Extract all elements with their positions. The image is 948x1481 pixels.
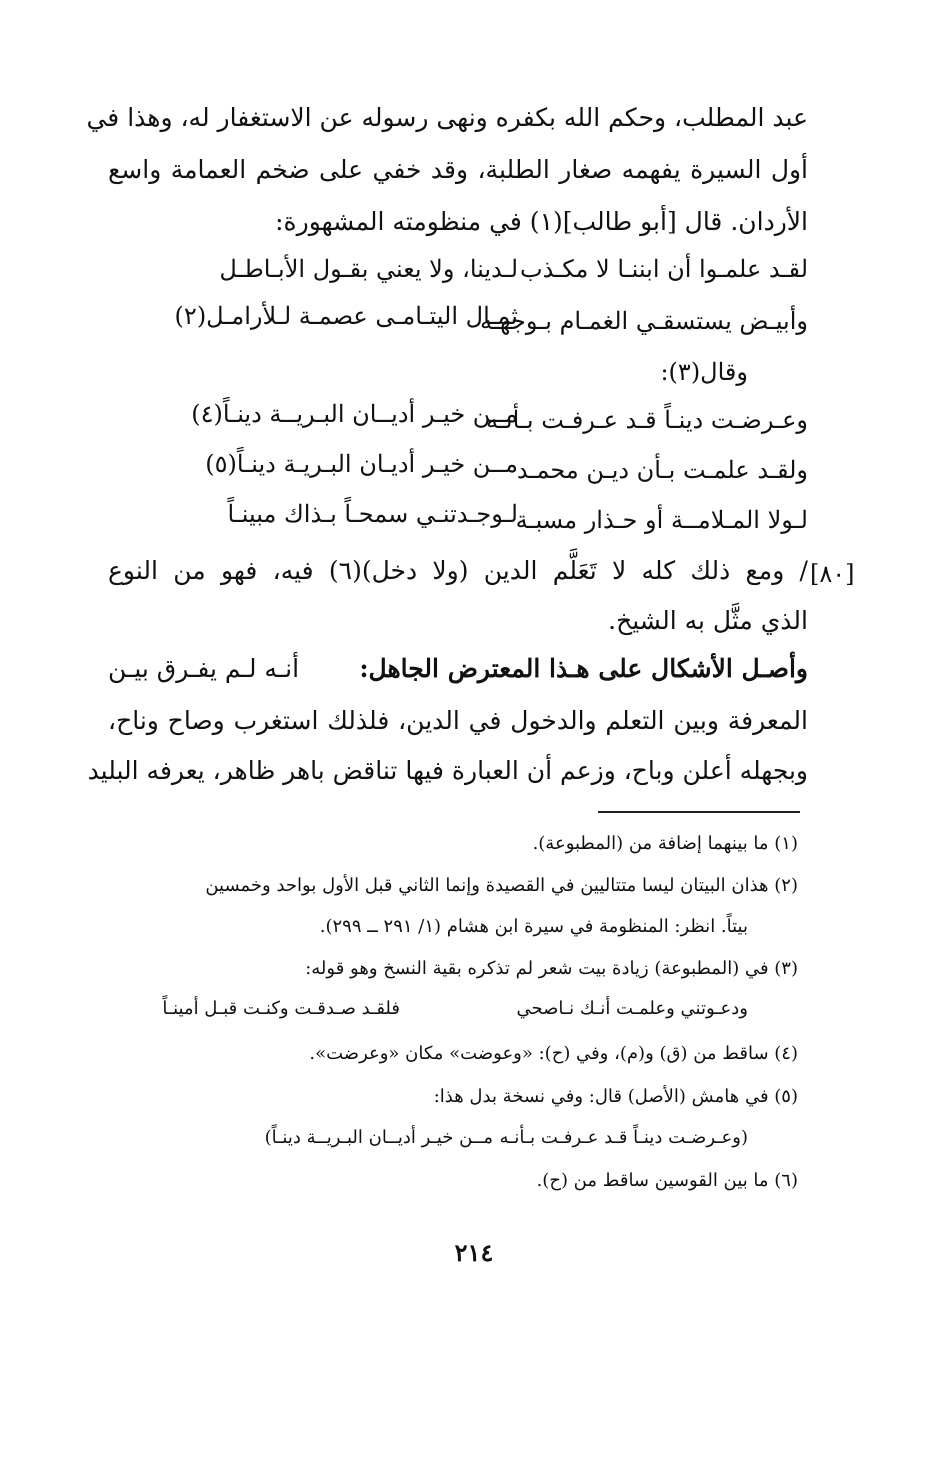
bold-phrase: وأصـل الأشكال على هـذا المعترض الجاهل: [359,654,808,683]
verse-hemistich-first: لقـد علمـوا أن ابننـا لا مكـذب [520,255,808,283]
verse-intro: وقال(٣): [660,358,748,386]
footnote-verse-first: (وعـرضـت دينـاً قـد عـرفـت بـأنـه [499,1127,748,1148]
verse-hemistich-second: لـوجـدتنـي سمحـاً بـذاك مبينـاً [227,500,518,528]
footnote-verse-first: ودعـوتني وعلمـت أنـك نـاصحي [516,998,748,1019]
footnote: (٣) في (المطبوعة) زيادة بيت شعر لم تذكره بقية النسخ وهو قوله: [305,958,798,979]
body-line: الأردان. قال [أبو طالب](١) في منظومته المشهورة: [275,207,808,236]
body-text: أنـه لـم يفـرق بيـن [108,654,300,683]
footnote-verse-second: فلقـد صـدقـت وكنـت قبـل أمينـاً [162,998,400,1019]
footnote: (٢) هذان البيتان ليسا متتاليين في القصيدة وإنما الثاني قبل الأول بواحد وخمسين [205,875,798,896]
verse-hemistich-first: ولقـد علمـت بـأن ديـن محمـد [516,456,808,484]
verse-hemistich-first: وأبيـض يستسقـي الغمـام بـوجهـه [480,307,808,335]
verse-hemistich-second: لـدينا، ولا يعني بقـول الأبـاطـل [219,255,518,283]
verse-hemistich-second: مــن خيـر أديـان البـريـة دينـاً(٥) [205,450,518,478]
footnote: (٦) ما بين القوسين ساقط من (ح). [536,1170,798,1191]
verse-hemistich-second: مــن خيـر أديــان البـريــة دينـاً(٤) [191,400,518,428]
footnote: (١) ما بينهما إضافة من (المطبوعة). [532,833,798,854]
body-line: / ومع ذلك كله لا تَعَلَّم الدين (ولا دخل)(٦) فيه، فهو من النوع [108,556,808,585]
verse-hemistich-second: ثمـال اليتـامـى عصمـة لـلأرامـل(٢) [174,302,518,330]
body-line [108,654,808,683]
footnote: (٤) ساقط من (ق) و(م)، وفي (ح): «وعوضت» مكان «وعرضت». [309,1043,798,1064]
footnote-separator [598,811,800,813]
body-line: الذي مثَّل به الشيخ. [608,606,808,635]
footnote: (٥) في هامش (الأصل) قال: وفي نسخة بدل هذا: [433,1086,798,1107]
page-number: ٢١٤ [454,1238,494,1267]
body-line: المعرفة وبين التعلم والدخول في الدين، فلذلك استغرب وصاح وناح، [108,706,808,735]
verse-hemistich-first: وعـرضـت دينـاً قـد عـرفـت بـأنـه [486,406,808,434]
body-line: عبد المطلب، وحكم الله بكفره ونهى رسوله عن الاستغفار له، وهذا في [86,103,808,132]
footnote-verse-second: مــن خيـر أديــان البـريــة دينـاً) [264,1127,493,1148]
verse-hemistich-first: لـولا المـلامــة أو حـذار مسبـة [515,506,808,534]
body-line: أول السيرة يفهمه صغار الطلبة، وقد خفي على ضخم العمامة واسع [108,155,808,184]
margin-page-marker: [٨٠] [810,560,855,588]
body-line: وبجهله أعلن وباح، وزعم أن العبارة فيها تناقض باهر ظاهر، يعرفه البليد [87,756,808,785]
footnote-continued: بيتاً. انظر: المنظومة في سيرة ابن هشام (١/ ٢٩١ ــ ٢٩٩). [319,916,748,937]
